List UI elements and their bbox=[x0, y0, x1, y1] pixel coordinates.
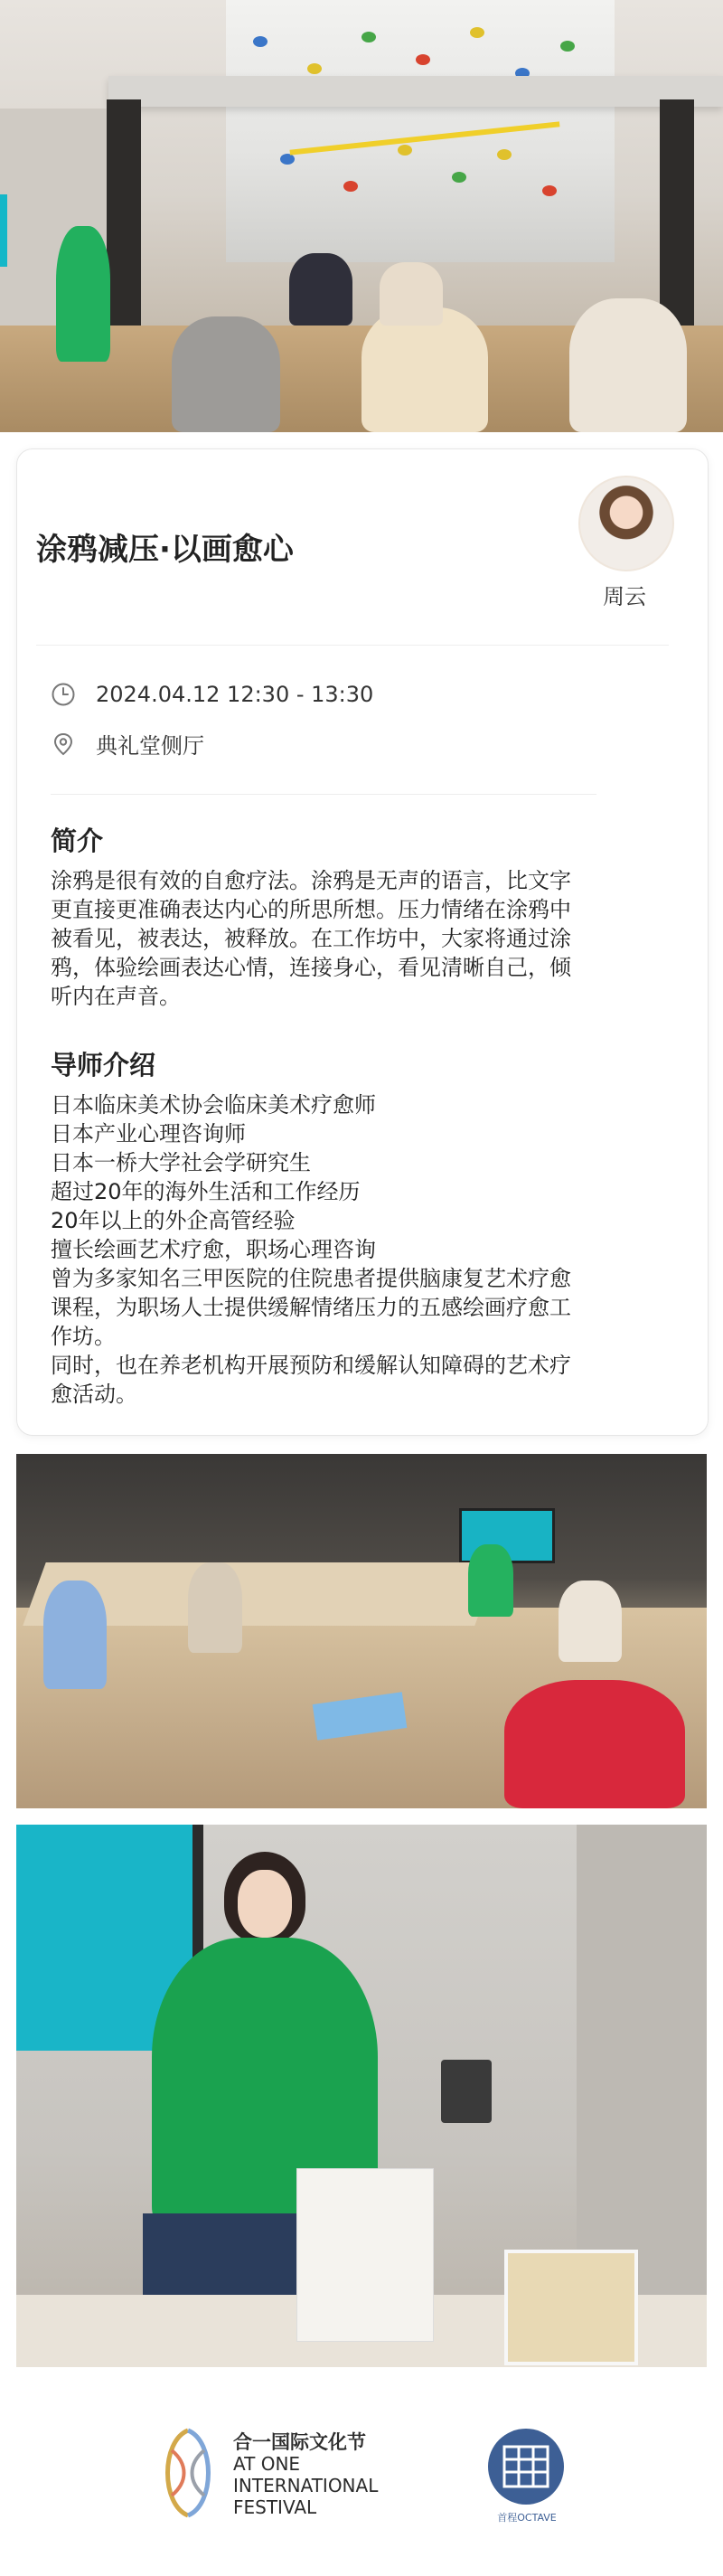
divider bbox=[36, 645, 669, 646]
divider bbox=[51, 794, 596, 795]
host-name: 周云 bbox=[603, 584, 646, 609]
host-avatar[interactable] bbox=[578, 476, 674, 571]
workshop-photo bbox=[16, 1454, 707, 1808]
octave-label: 首程OCTAVE bbox=[497, 2512, 557, 2524]
mentor-photo bbox=[16, 1825, 707, 2367]
octave-logo bbox=[488, 2429, 564, 2505]
at-one-logo-icon bbox=[152, 2423, 224, 2523]
octave-grid-icon bbox=[488, 2429, 564, 2505]
intro-text: 涂鸦是很有效的自愈疗法。涂鸦是无声的语言，比文字 更直接更准确表达内心的所思所想。压力情绪在涂鸦中 被看见，被表达，被释放。在工作坊中，大家将通过涂 鸦，体验绘画表达心情，连接身心，看见清晰自己，倾 听内在声音。 bbox=[51, 868, 571, 1009]
event-location bbox=[51, 728, 204, 760]
climbing-wall bbox=[226, 0, 615, 262]
hero-photo bbox=[0, 0, 723, 432]
mentor-heading: 导师介绍 bbox=[51, 1050, 156, 1080]
event-location-text: 典礼堂侧厅 bbox=[96, 733, 204, 759]
intro-heading: 简介 bbox=[51, 826, 104, 856]
event-datetime: 2024.04.12 12:30 - 13:30 bbox=[96, 682, 374, 707]
clock-icon bbox=[51, 682, 76, 707]
event-time bbox=[51, 682, 373, 707]
festival-logo-text: 合一国际文化节 AT ONE INTERNATIONAL FESTIVAL bbox=[233, 2431, 379, 2518]
event-title: 涂鸦减压·以画愈心 bbox=[36, 532, 294, 568]
mentor-text: 日本临床美术协会临床美术疗愈师 日本产业心理咨询师 日本一桥大学社会学研究生 超过20年的海外生活和工作经历 20年以上的外企高管经验 擅长绘画艺术疗愈，职场心理咨询 曾为多家知名三甲医院的住院患者提供脑康复艺术疗愈 课程，为职场人士提供缓解情绪压力的五感绘画疗愈工 作坊。 同时，也在养老机构开展预防和缓解认知障碍的艺术疗 愈活动。 bbox=[51, 1092, 571, 1407]
map-pin-icon bbox=[51, 731, 76, 757]
